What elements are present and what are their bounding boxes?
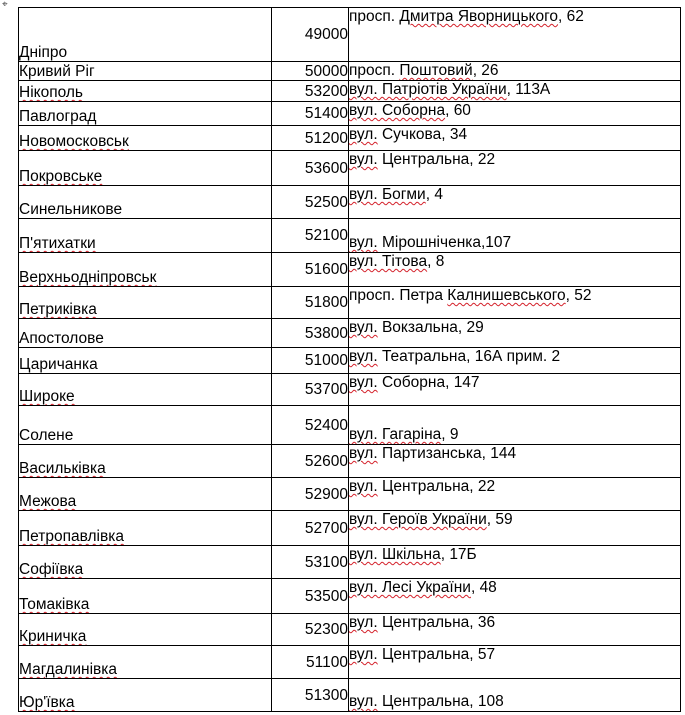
table-row: [19, 102, 681, 126]
address-cell: [349, 348, 681, 374]
postal-code-cell: 51300: [272, 679, 349, 712]
table-row: [19, 287, 681, 319]
postal-code-cell: 52300: [272, 614, 349, 646]
city-name: Солене: [19, 427, 74, 444]
address-rest: , 59: [486, 511, 513, 528]
table-move-handle-icon[interactable]: ⌖: [2, 0, 8, 10]
table-row: [19, 219, 681, 253]
address-cell: [349, 8, 681, 62]
postal-code-cell: 50000: [272, 62, 349, 81]
city-cell: [19, 151, 272, 186]
address-rest: , 48: [470, 579, 497, 596]
city-cell: [19, 219, 272, 253]
address-cell: [349, 445, 681, 478]
address-cell: [349, 374, 681, 406]
postal-code-cell: 52700: [272, 511, 349, 546]
postal-code-cell: 51000: [272, 348, 349, 374]
address-marked: вул. Тітова: [349, 253, 428, 270]
city-name: Царичанка: [19, 356, 98, 373]
address-cell: [349, 478, 681, 511]
address-cell: [349, 579, 681, 614]
address-rest: Центральна, 22: [377, 151, 496, 168]
city-cell: [19, 478, 272, 511]
postal-code-cell: 51100: [272, 646, 349, 679]
table-row: [19, 319, 681, 348]
address-rest: Центральна, 22: [377, 478, 496, 495]
table-row: [19, 546, 681, 579]
postal-code-cell: 51200: [272, 126, 349, 151]
city-cell: [19, 126, 272, 151]
address-cell: [349, 319, 681, 348]
address-marked: вул.: [349, 693, 378, 710]
city-name: Новомосковськ: [19, 133, 129, 150]
table-row: [19, 81, 681, 102]
city-cell: [19, 646, 272, 679]
city-cell: [19, 579, 272, 614]
address-cell: [349, 81, 681, 102]
table-row: [19, 445, 681, 478]
address-marked: Поштовий: [399, 62, 473, 79]
address-rest: Соборна, 147: [377, 374, 480, 391]
address-prefix: просп. Петра: [349, 287, 448, 304]
address-rest: Партизанська, 144: [377, 445, 517, 462]
address-table: [18, 7, 681, 712]
address-marked: вул. Гагаріна: [349, 426, 442, 443]
city-cell: [19, 8, 272, 62]
table-row: [19, 478, 681, 511]
city-cell: [19, 445, 272, 478]
postal-code-cell: 52500: [272, 186, 349, 219]
city-name: Криничка: [19, 628, 87, 645]
address-rest: , 52: [565, 287, 592, 304]
address-cell: [349, 102, 681, 126]
city-cell: [19, 348, 272, 374]
postal-code-cell: 52400: [272, 406, 349, 445]
city-name: Томаківка: [19, 596, 90, 613]
postal-code-cell: 53800: [272, 319, 349, 348]
address-rest: Центральна, 108: [377, 693, 504, 710]
table-row: [19, 8, 681, 62]
address-marked: вул. Шкільна: [349, 546, 441, 563]
address-rest: , 113А: [506, 81, 551, 98]
table-row: [19, 348, 681, 374]
city-cell: [19, 186, 272, 219]
city-cell: [19, 287, 272, 319]
address-marked: вул.: [349, 374, 378, 391]
address-rest: Центральна, 36: [377, 614, 496, 631]
city-cell: [19, 102, 272, 126]
address-marked: вул.: [349, 319, 378, 336]
city-name: П'ятихатки: [19, 235, 96, 252]
postal-code-cell: 49000: [272, 8, 349, 62]
table-row: [19, 62, 681, 81]
address-prefix: просп.: [349, 62, 400, 79]
address-marked: Дмитра Яворницького: [399, 8, 559, 25]
address-cell: [349, 679, 681, 712]
address-cell: [349, 546, 681, 579]
table-row: [19, 253, 681, 287]
postal-code-cell: 53700: [272, 374, 349, 406]
address-cell: [349, 151, 681, 186]
postal-code-cell: 51600: [272, 253, 349, 287]
address-prefix: просп.: [349, 8, 400, 25]
address-marked: вул.: [349, 646, 378, 663]
postal-code-cell: 52900: [272, 478, 349, 511]
city-name: Магдалинівка: [19, 661, 118, 678]
address-marked: вул. Лесі України: [349, 579, 471, 596]
table-row: [19, 151, 681, 186]
city-cell: [19, 374, 272, 406]
city-cell: [19, 614, 272, 646]
address-marked: вул. Соборна: [349, 102, 446, 119]
city-name: Юр'ївка: [19, 694, 75, 711]
address-rest: , 4: [425, 186, 443, 203]
address-cell: [349, 126, 681, 151]
postal-code-cell: 53600: [272, 151, 349, 186]
address-marked: вул.: [349, 478, 378, 495]
address-rest: , 62: [558, 8, 584, 25]
table-row: [19, 679, 681, 712]
address-marked: вул.: [349, 126, 378, 143]
postal-code-cell: 52600: [272, 445, 349, 478]
city-cell: [19, 406, 272, 445]
address-rest: Сучкова, 34: [377, 126, 468, 143]
address-rest: , 8: [427, 253, 445, 270]
address-cell: [349, 62, 681, 81]
city-name: Нікополь: [19, 84, 84, 101]
address-cell: [349, 219, 681, 253]
address-marked: вул. Героїв України: [349, 511, 487, 528]
address-marked: вул.: [349, 445, 378, 462]
address-cell: [349, 406, 681, 445]
city-name: Софіївка: [19, 561, 84, 578]
city-cell: [19, 679, 272, 712]
address-marked: вул.: [349, 151, 378, 168]
address-rest: Театральна, 16А прим. 2: [377, 348, 561, 365]
city-name: Петропавлівка: [19, 528, 124, 545]
address-rest: , 17Б: [440, 546, 477, 563]
address-cell: [349, 253, 681, 287]
city-cell: [19, 253, 272, 287]
city-name: Широке: [19, 388, 75, 405]
table-row: [19, 406, 681, 445]
city-name: Павлоград: [19, 108, 97, 125]
address-cell: [349, 614, 681, 646]
city-cell: [19, 511, 272, 546]
city-name: Дніпро: [19, 44, 68, 61]
city-cell: [19, 319, 272, 348]
city-name: Петриківка: [19, 301, 97, 318]
city-name: Апостолове: [19, 330, 104, 347]
address-marked: вул. Патріотів України: [349, 81, 507, 98]
postal-code-cell: 51400: [272, 102, 349, 126]
address-cell: [349, 287, 681, 319]
city-name: Синельникове: [19, 201, 123, 218]
address-cell: [349, 646, 681, 679]
address-marked: вул. Богми: [349, 186, 426, 203]
postal-code-cell: 53100: [272, 546, 349, 579]
address-marked: Калнишевського: [447, 287, 566, 304]
city-cell: [19, 62, 272, 81]
address-table-body: [19, 8, 681, 712]
postal-code-cell: 53200: [272, 81, 349, 102]
address-rest: , 9: [441, 426, 459, 443]
table-row: [19, 579, 681, 614]
city-name: Покровське: [19, 168, 103, 185]
table-row: [19, 374, 681, 406]
postal-code-cell: 53500: [272, 579, 349, 614]
address-rest: Центральна, 57: [377, 646, 496, 663]
address-marked: вул.: [349, 234, 378, 251]
city-cell: [19, 81, 272, 102]
address-marked: вул.: [349, 614, 378, 631]
city-name: Кривий Ріг: [19, 63, 95, 80]
table-row: [19, 186, 681, 219]
table-row: [19, 614, 681, 646]
address-marked: вул.: [349, 348, 378, 365]
table-row: [19, 126, 681, 151]
address-cell: [349, 186, 681, 219]
city-name: Межова: [19, 493, 77, 510]
address-rest: Вокзальна, 29: [377, 319, 484, 336]
address-rest: , 60: [445, 102, 471, 119]
postal-code-cell: 51800: [272, 287, 349, 319]
address-rest: Мірошніченка,107: [377, 234, 512, 251]
table-row: [19, 646, 681, 679]
city-cell: [19, 546, 272, 579]
city-name: Верхньодніпровськ: [19, 269, 157, 286]
address-rest: , 26: [472, 62, 499, 79]
city-name: Васильківка: [19, 460, 106, 477]
address-cell: [349, 511, 681, 546]
table-row: [19, 511, 681, 546]
postal-code-cell: 52100: [272, 219, 349, 253]
